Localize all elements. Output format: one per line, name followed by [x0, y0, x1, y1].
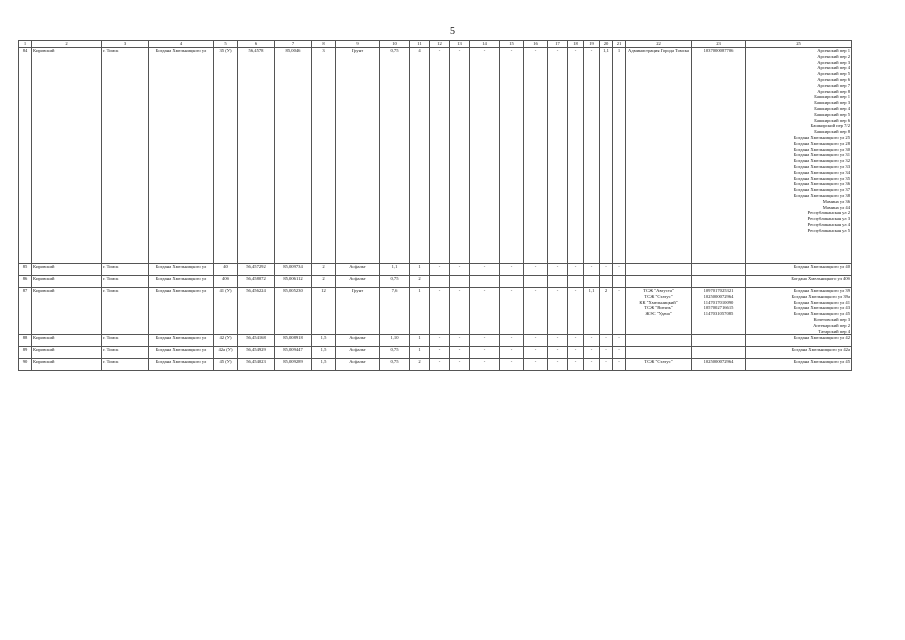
cell-line: 1025000072964: [703, 293, 734, 299]
table-cell-c1: 86: [19, 276, 32, 288]
table-cell-c19: -: [584, 48, 600, 264]
table-cell-c1: 88: [19, 335, 32, 347]
column-number-cell: 1: [19, 41, 32, 48]
table-cell-c12: -: [430, 347, 450, 359]
table-cell-c4: Богдана Хмельницкого ул: [149, 276, 214, 288]
cell-line: Арсенский пер 4: [817, 65, 850, 71]
table-cell-c15: -: [500, 359, 524, 371]
column-number-cell: 10: [380, 41, 410, 48]
table-cell-c8: 2: [312, 264, 336, 276]
table-cell-c15: -: [500, 48, 524, 264]
cell-line: Арсенский пер 1: [817, 48, 850, 53]
table-cell-c23: [692, 276, 746, 288]
cell-line: Арсенский пер 5: [817, 71, 850, 77]
table-cell-c22: [626, 347, 692, 359]
table-cell-c16: -: [524, 288, 548, 335]
cell-line: Арсенский пер 7: [817, 82, 850, 88]
cell-line: Республиканская ул 5: [807, 227, 850, 233]
table-cell-c18: -: [568, 335, 584, 347]
table-cell-c8: 2: [312, 276, 336, 288]
table-cell-c5: 42 (У): [214, 335, 238, 347]
cell-line: Богдана Хмельницкого ул 42а: [791, 347, 850, 353]
cell-line: 1097017025321: [703, 288, 734, 293]
table-cell-c23: [692, 335, 746, 347]
cell-line: ТСЖ "Статус": [644, 293, 673, 299]
cell-line: Богдана Хмельницкого ул 36: [793, 181, 850, 187]
cell-line: Богдана Хмельницкого ул 35: [793, 175, 850, 181]
table-cell-c13: -: [450, 335, 470, 347]
table-cell-c1: 87: [19, 288, 32, 335]
table-cell-c21: [613, 276, 626, 288]
table-cell-c20: [600, 276, 613, 288]
table-cell-c4: Богдана Хмельницкого ул: [149, 347, 214, 359]
cell-line: Богдана Хмельницкого ул 45: [793, 311, 850, 317]
cell-line: Богдана Хмельницкого ул 39а: [791, 293, 850, 299]
table-cell-c7: 85,009447: [275, 347, 312, 359]
table-cell-c9: Асфальт: [336, 264, 380, 276]
table-cell-c2: Кировский: [32, 359, 102, 371]
table-cell-c12: -: [430, 288, 450, 335]
table-cell-c16: -: [524, 48, 548, 264]
table-cell-c11: 1: [410, 347, 430, 359]
cell-line: Башкирский пер 4: [814, 105, 850, 111]
table-cell-c19: -: [584, 264, 600, 276]
table-cell-c18: [568, 276, 584, 288]
table-cell-c22: [626, 276, 692, 288]
table-cell-c16: [524, 276, 548, 288]
table-cell-c14: -: [470, 335, 500, 347]
table-cell-c12: [430, 276, 450, 288]
table-cell-c16: -: [524, 359, 548, 371]
table-cell-c5: 40б: [214, 276, 238, 288]
table-cell-c11: 1: [410, 288, 430, 335]
table-cell-c21: -: [613, 359, 626, 371]
table-cell-c24: [746, 276, 852, 288]
table-cell-c5: 41 (У): [214, 288, 238, 335]
cell-line: Республиканская ул 4: [807, 221, 850, 227]
table-cell-c8: 1,5: [312, 335, 336, 347]
table-cell-c24: [746, 48, 852, 264]
column-number-cell: 3: [102, 41, 149, 48]
column-number-cell: 14: [470, 41, 500, 48]
table-cell-c10: 0,75: [380, 359, 410, 371]
column-number-cell: 7: [275, 41, 312, 48]
cell-line: Башкирский пер 5: [814, 111, 850, 117]
table-cell-c21: -: [613, 347, 626, 359]
cell-line: Башкирский пер 6: [814, 117, 850, 123]
cell-line: КК "Хмельницкий": [639, 299, 678, 305]
table-cell-c10: 0,75: [380, 347, 410, 359]
table-cell-c19: -: [584, 335, 600, 347]
page-number: 5: [450, 26, 455, 37]
table-cell-c23: 1037000087706: [692, 48, 746, 264]
table-cell-c3: г. Томск: [102, 335, 149, 347]
table-cell-c13: -: [450, 359, 470, 371]
table-cell-c17: -: [548, 347, 568, 359]
table-cell-c5: 45 (У): [214, 359, 238, 371]
column-number-cell: 18: [568, 41, 584, 48]
table-cell-c15: -: [500, 335, 524, 347]
column-number-cell: 9: [336, 41, 380, 48]
table-cell-c14: -: [470, 48, 500, 264]
table-cell-c14: -: [470, 359, 500, 371]
table-cell-c24: [746, 359, 852, 371]
cell-line: Богдана Хмельницкого ул 33: [793, 163, 850, 169]
column-number-cell: 16: [524, 41, 548, 48]
table-cell-c19: [584, 276, 600, 288]
cell-line: Арсенский пер 3: [817, 59, 850, 65]
table-cell-c19: -: [584, 347, 600, 359]
table-cell-c23: [692, 288, 746, 335]
table-cell-c19: 1,1: [584, 288, 600, 335]
table-cell-c5: 42а (У): [214, 347, 238, 359]
table-cell-c9: Грунт: [336, 288, 380, 335]
table-cell-c3: г. Томск: [102, 48, 149, 264]
table-cell-c6: 56,456224: [238, 288, 275, 335]
table-cell-c11: 4: [410, 48, 430, 264]
table-cell-c2: Кировский: [32, 335, 102, 347]
table-cell-c22: [626, 288, 692, 335]
table-cell-c19: -: [584, 359, 600, 371]
cell-line: Богдана Хмельницкого ул 41: [793, 299, 850, 305]
table-cell-c10: 1,10: [380, 335, 410, 347]
table-cell-c1: 89: [19, 347, 32, 359]
cell-line: Богдана Хмельницкого ул 43: [793, 305, 850, 311]
cell-line: Богдана Хмельницкого ул 28: [793, 140, 850, 146]
table-cell-c6: 56,458072: [238, 276, 275, 288]
table-cell-c3: г. Томск: [102, 359, 149, 371]
table-cell-c7: 85,009289: [275, 359, 312, 371]
table-cell-c10: 0,75: [380, 48, 410, 264]
table-cell-c10: 0,75: [380, 276, 410, 288]
cell-line: Богдана Хмельницкого ул 37: [793, 187, 850, 193]
cell-line: 1147017010090: [703, 299, 734, 305]
table-cell-c15: [500, 276, 524, 288]
table-cell-c4: Богдана Хмельницкого ул: [149, 264, 214, 276]
table-cell-c11: 1: [410, 264, 430, 276]
table-cell-c8: 1,5: [312, 359, 336, 371]
cell-line: Башкирский пер 7/2: [810, 123, 850, 129]
table-cell-c21: -: [613, 335, 626, 347]
table-cell-c18: -: [568, 48, 584, 264]
table-cell-c9: Асфальт: [336, 359, 380, 371]
cell-line: Кочетовский пер 3: [813, 316, 850, 322]
table-cell-c8: 12: [312, 288, 336, 335]
table-cell-c7: 85,009734: [275, 264, 312, 276]
cell-line: Башкирский пер 1: [814, 94, 850, 100]
cell-line: Арсенский пер 8: [817, 88, 850, 94]
cell-line: Богдана Хмельницкого ул 39: [793, 288, 850, 293]
table-cell-c20: -: [600, 264, 613, 276]
table-cell-c13: -: [450, 264, 470, 276]
table-cell-c15: -: [500, 264, 524, 276]
cell-line: Богдана Хмельницкого ул 34: [793, 169, 850, 175]
column-number-cell: 19: [584, 41, 600, 48]
cell-line: Башкирский пер 3: [814, 100, 850, 106]
table-cell-c17: -: [548, 48, 568, 264]
column-number-cell: 22: [626, 41, 692, 48]
column-number-row: [19, 41, 852, 48]
cell-line: Республиканская ул 3: [807, 216, 850, 222]
table-cell-c9: Грунт: [336, 48, 380, 264]
cell-line: Республиканская ул 2: [807, 210, 850, 216]
cell-line: Богдана Хмельницкого ул 30: [793, 146, 850, 152]
table-cell-c4: Богдана Хмельницкого ул: [149, 335, 214, 347]
table-cell-c24: [746, 347, 852, 359]
table-cell-c17: [548, 276, 568, 288]
column-number-cell: 12: [430, 41, 450, 48]
table-cell-c6: 56,457292: [238, 264, 275, 276]
table-cell-c5: 40: [214, 264, 238, 276]
table-row: [19, 264, 852, 276]
table-cell-c18: -: [568, 264, 584, 276]
column-number-cell: 25: [746, 41, 852, 48]
table-cell-c4: Богдана Хмельницкого ул: [149, 359, 214, 371]
table-cell-c10: 7,6: [380, 288, 410, 335]
cell-line: Аптекарский пер 2: [813, 322, 850, 328]
table-cell-c23: [692, 347, 746, 359]
table-cell-c7: 85,006112: [275, 276, 312, 288]
table-cell-c23: 1025000072964: [692, 359, 746, 371]
table-cell-c15: -: [500, 288, 524, 335]
table-cell-c14: -: [470, 264, 500, 276]
table-cell-c8: 3: [312, 48, 336, 264]
cell-line: ЖЭС "Удача": [645, 311, 672, 317]
cell-line: 1057002716615: [703, 305, 734, 311]
table-cell-c13: -: [450, 48, 470, 264]
table-cell-c13: -: [450, 347, 470, 359]
cell-line: Богдана Хмельницкого ул 45: [793, 359, 850, 365]
table-cell-c20: -: [600, 359, 613, 371]
table-cell-c14: [470, 276, 500, 288]
table-cell-c12: -: [430, 335, 450, 347]
table-cell-c18: -: [568, 288, 584, 335]
column-number-cell: 8: [312, 41, 336, 48]
column-number-cell: 20: [600, 41, 613, 48]
cell-line: Мамина ул 36: [822, 198, 850, 204]
table-cell-c24: [746, 288, 852, 335]
table-cell-c24: [746, 264, 852, 276]
column-number-cell: 21: [613, 41, 626, 48]
table-cell-c18: -: [568, 347, 584, 359]
column-number-cell: 17: [548, 41, 568, 48]
column-number-cell: 4: [149, 41, 214, 48]
table-cell-c14: -: [470, 347, 500, 359]
table-cell-c15: -: [500, 347, 524, 359]
table-row: [19, 48, 852, 264]
table-cell-c22: [626, 264, 692, 276]
cell-line: Богдана Хмельницкого ул 40: [793, 264, 850, 269]
cell-line: Мамина ул 44: [822, 204, 850, 210]
cell-line: Богдана Хмельницкого ул 40б: [791, 276, 850, 281]
table-cell-c24: [746, 335, 852, 347]
table-cell-c6: 56,454023: [238, 359, 275, 371]
table-cell-c3: г. Томск: [102, 347, 149, 359]
table-row: [19, 335, 852, 347]
table-cell-c17: -: [548, 359, 568, 371]
table-cell-c22: Администрация Города Томска: [626, 48, 692, 264]
column-number-cell: 6: [238, 41, 275, 48]
table-cell-c12: -: [430, 48, 450, 264]
cell-line: Арсенский пер 2: [817, 53, 850, 59]
table-cell-c13: -: [450, 288, 470, 335]
table-cell-c17: -: [548, 335, 568, 347]
table-cell-c4: Богдана Хмельницкого ул: [149, 48, 214, 264]
table-cell-c21: -: [613, 288, 626, 335]
table-row: [19, 359, 852, 371]
table-cell-c11: 2: [410, 276, 430, 288]
column-number-cell: 11: [410, 41, 430, 48]
table-cell-c11: 2: [410, 359, 430, 371]
table-cell-c17: -: [548, 288, 568, 335]
table-cell-c2: Кировский: [32, 276, 102, 288]
table-cell-c5: 35 (У): [214, 48, 238, 264]
table-cell-c3: г. Томск: [102, 276, 149, 288]
cell-line: Богдана Хмельницкого ул 32: [793, 158, 850, 164]
table-cell-c23: [692, 264, 746, 276]
table-cell-c9: Асфальт: [336, 335, 380, 347]
cell-line: Богдана Хмельницкого ул 25: [793, 134, 850, 140]
table-cell-c17: -: [548, 264, 568, 276]
table-cell-c7: 85,008918: [275, 335, 312, 347]
table-cell-c6: 56,4578: [238, 48, 275, 264]
table-cell-c20: -: [600, 335, 613, 347]
table-cell-c8: 1,5: [312, 347, 336, 359]
registry-table: [18, 40, 852, 371]
table-cell-c16: -: [524, 335, 548, 347]
table-cell-c20: 1,1: [600, 48, 613, 264]
column-number-cell: 13: [450, 41, 470, 48]
table-row: [19, 288, 852, 335]
cell-line: 1147031057085: [703, 311, 734, 317]
column-number-cell: 23: [692, 41, 746, 48]
table-row: [19, 347, 852, 359]
table-cell-c21: -: [613, 264, 626, 276]
cell-line: Башкирский пер 8: [814, 129, 850, 135]
table-cell-c3: г. Томск: [102, 264, 149, 276]
column-number-cell: 15: [500, 41, 524, 48]
table-cell-c9: Асфальт: [336, 276, 380, 288]
table-cell-c13: [450, 276, 470, 288]
table-cell-c20: -: [600, 347, 613, 359]
table-cell-c21: 1: [613, 48, 626, 264]
table-cell-c9: Асфальт: [336, 347, 380, 359]
table-row: [19, 276, 852, 288]
table-cell-c16: -: [524, 347, 548, 359]
cell-line: Богдана Хмельницкого ул 31: [793, 152, 850, 158]
table-cell-c2: Кировский: [32, 288, 102, 335]
column-number-cell: 2: [32, 41, 102, 48]
table-cell-c3: г. Томск: [102, 288, 149, 335]
table-cell-c6: 56,454929: [238, 347, 275, 359]
table-cell-c12: -: [430, 359, 450, 371]
table-cell-c7: 85,0046: [275, 48, 312, 264]
cell-line: Богдана Хмельницкого ул 42: [793, 335, 850, 341]
table-cell-c20: 2: [600, 288, 613, 335]
table-cell-c1: 90: [19, 359, 32, 371]
table-cell-c7: 85,005230: [275, 288, 312, 335]
cell-line: Арсенский пер 6: [817, 76, 850, 82]
cell-line: Богдана Хмельницкого ул 38: [793, 192, 850, 198]
table-cell-c2: Кировский: [32, 48, 102, 264]
table-cell-c22: [626, 335, 692, 347]
table-cell-c1: 85: [19, 264, 32, 276]
table-cell-c11: 1: [410, 335, 430, 347]
table-cell-c10: 1,1: [380, 264, 410, 276]
table-cell-c22: ТСЖ "Статус": [626, 359, 692, 371]
cell-line: ТСЖ "Витязь": [644, 305, 673, 311]
table-cell-c18: -: [568, 359, 584, 371]
column-number-cell: 5: [214, 41, 238, 48]
table-cell-c12: -: [430, 264, 450, 276]
table-cell-c16: -: [524, 264, 548, 276]
table-cell-c1: 84: [19, 48, 32, 264]
cell-line: ТСЖ "Августа": [643, 288, 674, 293]
cell-line: Татарский пер 4: [818, 328, 850, 334]
table-cell-c4: Богдана Хмельницкого ул: [149, 288, 214, 335]
table-cell-c2: Кировский: [32, 264, 102, 276]
table-cell-c2: Кировский: [32, 347, 102, 359]
table-cell-c6: 56,454168: [238, 335, 275, 347]
table-cell-c14: -: [470, 288, 500, 335]
